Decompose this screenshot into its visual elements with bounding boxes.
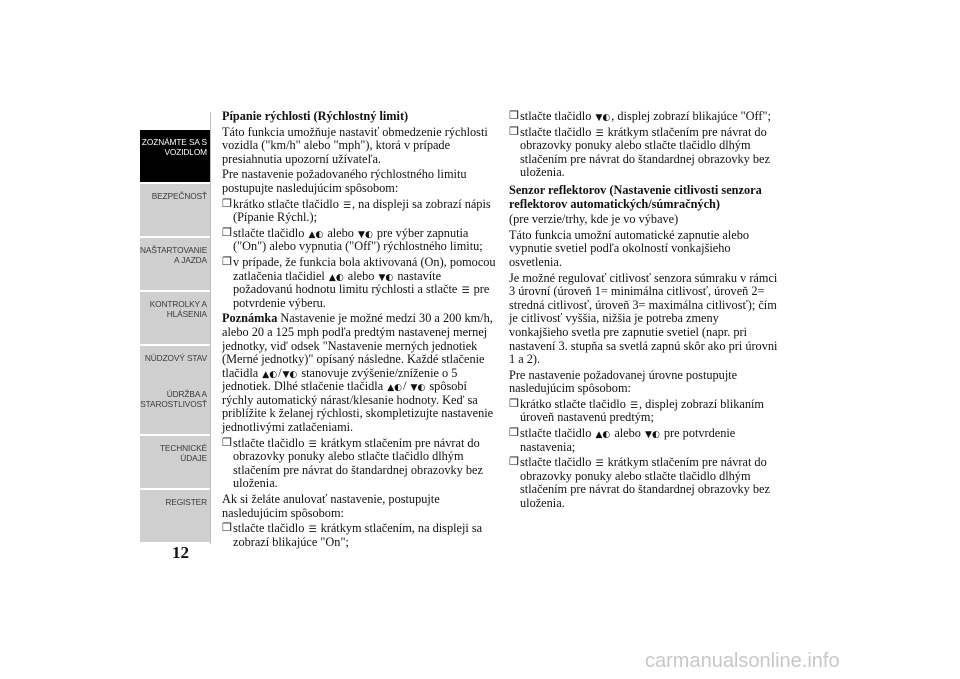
tab-bezpecnost[interactable] xyxy=(140,184,210,236)
menu-button-icon: ☰ xyxy=(461,286,470,297)
checkbox-icon: ❒ xyxy=(222,436,232,449)
menu-button-icon: ☰ xyxy=(629,400,639,411)
tab-label: BEZPEČNOSŤ xyxy=(151,191,207,201)
down-arrow-button-icon: ▼◐ xyxy=(410,383,426,394)
checkbox-icon: ❒ xyxy=(222,255,232,268)
paragraph: Táto funkcia umožňuje nastaviť obmedzenie rýchlosti vozidla ("km/h" alebo "mph"), ktorá v prípade presiahnutia upozorní užívateľa. xyxy=(222,124,488,166)
text: spôsobí rýchly automatický nárast/klesanie hodnoty. Keď sa priblížite k želanej rýchlosti, skompletizujte nastavenie jednotlivými zatlačeniami. xyxy=(222,379,494,435)
tab-udrzba[interactable] xyxy=(140,382,210,434)
menu-button-icon: ☰ xyxy=(342,200,352,211)
up-arrow-button-icon: ▲◐ xyxy=(387,383,403,394)
text-column-right xyxy=(509,110,779,513)
paragraph: Pre nastavenie požadovaného rýchlostného limitu postupujte nasledujúcim spôsobom: xyxy=(222,167,467,195)
bullet-item xyxy=(509,398,779,425)
down-arrow-button-icon: ▼◐ xyxy=(595,113,611,123)
text: pre výber zapnutia ("On") alebo vypnutia ("Off") rýchlostného limitu; xyxy=(233,225,483,254)
tab-label: REGISTER xyxy=(165,497,207,507)
text: alebo xyxy=(614,426,641,441)
paragraph: Ak si želáte anulovať nastavenie, postupujte nasledujúcim spôsobom: xyxy=(222,492,440,520)
text: nastavíte požadovanú hodnotu limitu rýchlosti a stlačte xyxy=(233,268,458,297)
text: alebo xyxy=(327,225,354,240)
text-column-left xyxy=(222,110,500,551)
bullet-item xyxy=(222,437,500,491)
menu-button-icon: ☰ xyxy=(595,459,604,470)
text: stlačte tlačidlo xyxy=(233,521,305,536)
text: / xyxy=(278,365,282,380)
text: Nastavenie je možné medzi 30 a 200 km/h, alebo 20 a 125 mph podľa predtým nastavenej mernej jednotky, viď odsek "Nastavenie merných jednotiek (Merné jednotky)" opísaný následne. Každé stlačenie tlačidla xyxy=(222,311,493,380)
text: krátkym stlačením pre návrat do obrazovky ponuky alebo stlačte tlačidlo dlhým stlačením pre návrat do štandardnej obrazovky bez uloženia. xyxy=(520,124,770,180)
down-arrow-button-icon: ▼◐ xyxy=(378,272,394,283)
up-arrow-button-icon: ▲◐ xyxy=(308,229,324,240)
bullet-item xyxy=(222,198,500,225)
checkbox-icon: ❒ xyxy=(222,197,232,210)
bullet-item xyxy=(509,427,779,454)
text: krátkym stlačením pre návrat do obrazovky ponuky alebo stlačte tlačidlo dlhým stlačením pre návrat do štandardnej obrazovky bez uloženia. xyxy=(233,435,483,491)
text: stlačte tlačidlo xyxy=(520,109,592,123)
text: alebo xyxy=(347,268,375,283)
page-number: 12 xyxy=(172,543,189,562)
tab-register[interactable] xyxy=(140,490,210,542)
bullet-item xyxy=(222,227,500,254)
watermark: carmanualsonline.info xyxy=(645,650,840,672)
note-paragraph xyxy=(222,312,500,434)
bullet-item xyxy=(509,126,779,180)
text: stlačte tlačidlo xyxy=(520,455,592,470)
bullet-item xyxy=(222,256,500,310)
text: v prípade, že funkcia bola aktivovaná (On), pomocou zatlačenia tlačidiel xyxy=(233,254,496,283)
text: pre potvrdenie výberu. xyxy=(233,282,490,310)
chapter-sidebar xyxy=(140,112,211,544)
text: krátko stlačte tlačidlo xyxy=(233,196,339,211)
tab-zoznamte-sa[interactable] xyxy=(140,130,210,182)
text: stlačte tlačidlo xyxy=(233,435,305,450)
tab-kontrolky[interactable] xyxy=(140,292,210,344)
subheading: (pre verzie/trhy, kde je vo výbave) xyxy=(509,212,679,227)
checkbox-icon: ❒ xyxy=(222,226,232,239)
text: stlačte tlačidlo xyxy=(520,124,592,139)
text: stlačte tlačidlo xyxy=(233,225,305,240)
text: krátko stlačte tlačidlo xyxy=(520,396,626,411)
tab-label: NÚDZOVÝ STAV xyxy=(144,353,207,363)
down-arrow-button-icon: ▼◐ xyxy=(358,229,373,240)
bullet-item xyxy=(509,110,779,124)
tab-nastartovanie[interactable] xyxy=(140,238,210,290)
menu-button-icon: ☰ xyxy=(308,525,317,536)
up-arrow-button-icon: ▲◐ xyxy=(595,430,611,441)
down-arrow-button-icon: ▼◐ xyxy=(645,430,660,441)
text: / xyxy=(403,379,407,394)
tab-label: NAŠTARTOVANIE A JAZDA xyxy=(140,245,208,265)
paragraph: Je možné regulovať citlivosť senzora súmraku v rámci 3 úrovní (úroveň 1= minimálna citlivosť, úroveň 2= stredná citlivosť, úroveň 3= maximálna citlivosť); čím je citlivosť vyššia, nižšia je potreba zmeny vonkajšieho svetla pre zapnutie svetiel (napr. pri nastavení 3. stupňa sa svetlá zapnú skôr ako pri úrovni 1 a 2). xyxy=(509,270,778,367)
tab-label: KONTROLKY A HLÁSENIA xyxy=(149,299,207,319)
checkbox-icon: ❒ xyxy=(509,110,519,122)
bullet-item xyxy=(222,522,500,549)
checkbox-icon: ❒ xyxy=(509,456,519,469)
tab-label: ÚDRŽBA A STAROSTLIVOSŤ xyxy=(140,389,207,409)
text: , displej zobrazí blikajúce "Off"; xyxy=(611,109,771,123)
text: stlačte tlačidlo xyxy=(520,426,592,441)
menu-button-icon: ☰ xyxy=(308,439,317,450)
text: stanovuje zvýšenie/zníženie o 5 jednotiek. Dlhé stlačenie tlačidla xyxy=(222,365,458,394)
tab-label: TECHNICKÉ ÚDAJE xyxy=(159,443,207,463)
text: , displej zobrazí blikaním úroveň nastavenú predtým; xyxy=(520,396,765,425)
paragraph: Pre nastavenie požadovanej úrovne postupujte nasledujúcim spôsobom: xyxy=(509,367,738,396)
checkbox-icon: ❒ xyxy=(509,125,519,138)
checkbox-icon: ❒ xyxy=(509,397,519,410)
note-label: Poznámka xyxy=(222,311,278,326)
text: krátkym stlačením, na displeji sa zobrazí blikajúce "On"; xyxy=(233,521,483,549)
up-arrow-button-icon: ▲◐ xyxy=(262,369,278,380)
section-heading: Pípanie rýchlosti (Rýchlostný limit) xyxy=(222,109,409,123)
menu-button-icon: ☰ xyxy=(595,128,604,139)
text: krátkym stlačením pre návrat do obrazovky ponuky alebo stlačte tlačidlo dlhým stlačením pre návrat do štandardnej obrazovky bez uloženia. xyxy=(520,455,770,511)
bullet-item xyxy=(509,456,779,510)
up-arrow-button-icon: ▲◐ xyxy=(328,272,344,283)
tab-technicke-udaje[interactable] xyxy=(140,436,210,488)
tab-label: ZOZNÁMTE SA S VOZIDLOM xyxy=(141,137,207,157)
checkbox-icon: ❒ xyxy=(509,427,519,440)
checkbox-icon: ❒ xyxy=(222,522,232,535)
text: , na displeji sa zobrazí nápis (Pípanie Rýchl.); xyxy=(233,196,491,225)
paragraph: Táto funkcia umožní automatické zapnutie alebo vypnutie svetiel podľa okolností vonkajšieho osvetlenia. xyxy=(509,227,750,269)
down-arrow-button-icon: ▼◐ xyxy=(282,369,298,380)
section-heading: Senzor reflektorov (Nastavenie citlivosti senzora reflektorov automatických/súmračných) xyxy=(509,182,762,211)
text: pre potvrdenie nastavenia; xyxy=(520,426,736,454)
